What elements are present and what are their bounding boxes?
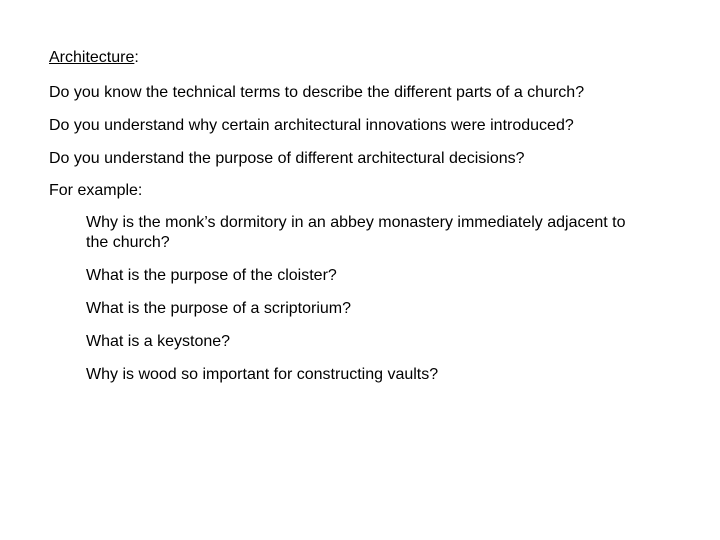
example-item: Why is wood so important for constructing vaults? bbox=[86, 366, 439, 383]
question-item: Do you understand the purpose of different architectural decisions? bbox=[49, 150, 525, 167]
heading-colon: : bbox=[134, 49, 139, 66]
example-item: Why is the monk’s dormitory in an abbey monastery immediately adjacent to the church? bbox=[86, 214, 626, 251]
example-item: What is a keystone? bbox=[86, 333, 231, 350]
question-item: Do you understand why certain architectural innovations were introduced? bbox=[49, 117, 574, 134]
example-item: What is the purpose of a scriptorium? bbox=[86, 300, 352, 317]
question-item: Do you know the technical terms to describe the different parts of a church? bbox=[49, 84, 585, 101]
heading bbox=[49, 48, 139, 68]
example-item: What is the purpose of the cloister? bbox=[86, 267, 337, 284]
example-intro: For example: bbox=[49, 182, 143, 199]
heading-title: Architecture bbox=[49, 49, 135, 66]
